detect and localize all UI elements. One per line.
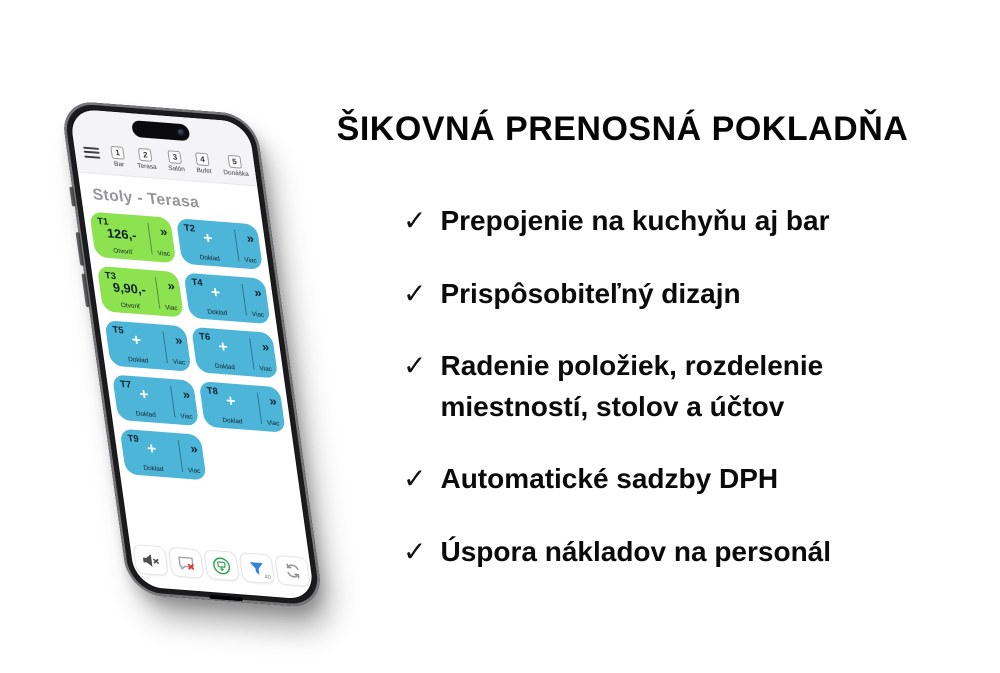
feature-text: Prispôsobiteľný dizajn <box>440 277 741 309</box>
more-button[interactable] <box>234 223 263 270</box>
customer-display-icon <box>211 555 232 575</box>
bottom-toolbar <box>132 544 310 587</box>
feature-item <box>403 201 950 242</box>
receipt-action-label[interactable]: Doklad <box>135 410 157 419</box>
tab-number: 2 <box>138 147 153 161</box>
tab-number: 1 <box>110 145 125 159</box>
double-chevron-icon: » <box>181 386 191 403</box>
more-label: Viac <box>266 419 280 428</box>
double-chevron-icon: » <box>245 230 255 246</box>
feature-text: Úspora nákladov na personál <box>440 535 832 567</box>
add-receipt-plus[interactable]: + <box>225 392 237 411</box>
add-receipt-plus[interactable]: + <box>209 284 222 302</box>
double-chevron-icon: » <box>174 332 184 348</box>
add-receipt-plus[interactable]: + <box>217 338 229 357</box>
add-receipt-plus[interactable]: + <box>138 386 150 404</box>
check-icon: ✓ <box>403 350 427 382</box>
more-label: Viac <box>172 358 186 367</box>
feature-item <box>403 346 950 427</box>
open-action-label[interactable]: Otvoriť <box>120 301 141 311</box>
tab-number: 3 <box>168 150 183 164</box>
filter-count-badge: 40 <box>264 574 272 582</box>
phone-mockup <box>60 100 324 609</box>
add-receipt-plus[interactable]: + <box>145 440 158 459</box>
table-card-t1[interactable] <box>89 212 176 264</box>
more-label: Viac <box>164 304 179 313</box>
double-chevron-icon: » <box>189 440 199 457</box>
room-tabs-bar <box>83 143 250 178</box>
receipt-action-label[interactable]: Doklad <box>127 356 149 365</box>
table-card-t8[interactable] <box>199 381 286 433</box>
customer-display-button[interactable] <box>203 549 240 581</box>
add-receipt-plus[interactable]: + <box>202 230 214 248</box>
phone-screen <box>69 109 315 601</box>
tables-grid <box>89 212 293 487</box>
more-button[interactable] <box>155 270 184 317</box>
more-label: Viac <box>187 467 201 476</box>
tab-label: Bar <box>113 160 125 169</box>
table-card-t6[interactable] <box>191 327 278 379</box>
more-button[interactable] <box>163 325 192 372</box>
tab-label: Bufet <box>196 167 213 176</box>
tab-label: Salón <box>167 164 186 174</box>
chat-error-icon <box>176 554 197 572</box>
app-header <box>69 109 257 187</box>
more-label: Viac <box>179 412 194 421</box>
feature-text: Radenie položiek, rozdelenie miestností, stolov a účtov <box>440 350 824 422</box>
front-camera <box>177 128 186 137</box>
table-id: T2 <box>183 222 196 235</box>
double-chevron-icon: » <box>253 284 263 301</box>
tab-terasa[interactable] <box>135 147 157 171</box>
table-id: T6 <box>198 331 211 344</box>
table-id: T5 <box>111 324 125 337</box>
table-id: T3 <box>104 270 117 283</box>
more-label: Viac <box>251 310 265 319</box>
receipt-action-label[interactable]: Doklad <box>143 464 164 474</box>
receipt-action-label[interactable]: Doklad <box>222 417 244 426</box>
table-card-t7[interactable] <box>112 374 199 426</box>
table-id: T8 <box>206 385 219 398</box>
check-icon: ✓ <box>403 535 427 567</box>
more-label: Viac <box>157 250 171 258</box>
speaker-muted-icon <box>140 551 161 569</box>
table-card-t5[interactable] <box>104 320 191 372</box>
check-icon: ✓ <box>403 277 427 309</box>
feature-item <box>403 532 950 573</box>
table-id: T7 <box>119 378 132 391</box>
tab-donaska[interactable] <box>221 154 249 178</box>
table-card-t2[interactable] <box>176 218 263 270</box>
more-button[interactable] <box>178 433 207 480</box>
more-label: Viac <box>259 365 273 374</box>
table-amount: 9,90,- <box>111 279 147 298</box>
chat-messages-button[interactable] <box>168 547 205 579</box>
feature-text: Automatické sadzby DPH <box>440 463 779 495</box>
double-chevron-icon: » <box>260 339 270 355</box>
check-icon: ✓ <box>403 205 427 236</box>
more-button[interactable] <box>257 386 286 433</box>
headline-title: ŠIKOVNÁ PRENOSNÁ POKLADŇA <box>336 110 909 148</box>
more-button[interactable] <box>242 277 271 324</box>
feature-list <box>295 201 950 573</box>
table-id: T9 <box>127 433 140 445</box>
more-label: Viac <box>243 256 258 265</box>
more-button[interactable] <box>249 331 278 378</box>
tab-number: 4 <box>195 152 210 166</box>
tab-bar[interactable] <box>110 145 126 168</box>
table-card-t9[interactable] <box>120 429 207 481</box>
double-chevron-icon: » <box>158 223 169 240</box>
receipt-action-label[interactable]: Doklad <box>214 362 236 372</box>
receipt-action-label[interactable]: Doklad <box>206 308 228 317</box>
receipt-action-label[interactable]: Doklad <box>199 254 221 263</box>
tab-salon[interactable] <box>166 150 185 173</box>
page-title: Stoly - Terasa <box>91 186 201 212</box>
filter-button[interactable] <box>239 552 276 584</box>
add-receipt-plus[interactable]: + <box>130 331 143 350</box>
feature-item <box>403 274 950 315</box>
more-button[interactable] <box>147 216 176 263</box>
tab-label: Donáška <box>222 169 250 179</box>
tab-bufet[interactable] <box>194 152 212 175</box>
more-button[interactable] <box>170 379 199 426</box>
feature-text: Prepojenie na kuchyňu aj bar <box>440 205 830 236</box>
check-icon: ✓ <box>403 463 427 495</box>
feature-item <box>403 459 950 500</box>
tab-label: Terasa <box>136 162 158 171</box>
mute-sounds-button[interactable] <box>132 544 169 576</box>
table-card-t3[interactable] <box>97 266 184 318</box>
table-id: T4 <box>190 277 204 289</box>
double-chevron-icon: » <box>166 278 176 294</box>
marketing-panel <box>295 110 950 605</box>
table-id: T1 <box>96 216 110 228</box>
hamburger-menu-icon[interactable] <box>83 146 101 161</box>
open-action-label[interactable]: Otvoriť <box>112 247 134 257</box>
table-amount: 126,- <box>105 225 138 243</box>
tab-number: 5 <box>227 154 242 168</box>
table-card-t4[interactable] <box>184 273 271 325</box>
double-chevron-icon: » <box>268 393 278 409</box>
